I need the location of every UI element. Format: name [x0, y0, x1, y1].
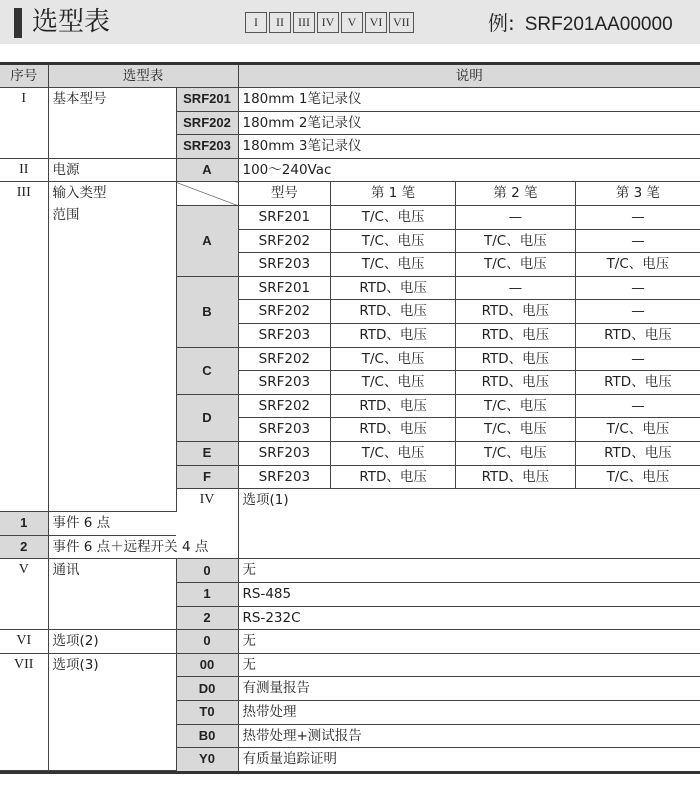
header-seq: 序号 — [0, 65, 48, 88]
input-group-cell — [238, 205, 700, 276]
sub-cell-pen3: T/C、电压 — [606, 468, 670, 485]
desc-cell: 无 — [238, 653, 700, 677]
sub-cell-pen1: T/C、电压 — [331, 206, 456, 229]
sub-row — [239, 277, 700, 300]
input-group-cell — [238, 394, 700, 441]
input-subtable — [239, 395, 700, 441]
input-group-cell — [238, 465, 700, 489]
sub-row — [239, 418, 700, 441]
code-cell: E — [176, 441, 238, 465]
selection-table-wrapper — [0, 62, 700, 774]
sub-cell-pen2: RTD、电压 — [455, 300, 575, 324]
example-code — [488, 10, 673, 38]
input-subheader-cell — [238, 182, 700, 206]
seq-cell: II — [0, 158, 48, 182]
code-cell: B0 — [176, 724, 238, 748]
table-row — [0, 88, 700, 112]
desc-cell: 180mm 2笔记录仪 — [238, 111, 700, 135]
sub-row — [239, 371, 700, 394]
code-cell: SRF203 — [176, 135, 238, 159]
name-cell: 选项(2) — [48, 630, 176, 654]
roman-box: I — [245, 12, 267, 33]
sub-cell-model: SRF202 — [239, 348, 331, 371]
roman-box: V — [341, 12, 363, 33]
roman-box: II — [269, 12, 291, 33]
sub-cell-pen1: RTD、电压 — [331, 466, 456, 489]
desc-cell: 无 — [238, 630, 700, 654]
desc-cell: 100～240Vac — [238, 158, 700, 182]
name-cell: 选项(1) — [238, 489, 700, 559]
name-cell — [48, 182, 176, 512]
code-cell: C — [176, 347, 238, 394]
code-cell: 2 — [0, 535, 48, 559]
desc-cell: RS-485 — [238, 582, 700, 606]
sub-cell-pen2: T/C、电压 — [455, 395, 575, 418]
sub-cell-model: SRF202 — [239, 300, 331, 324]
code-cell: 0 — [176, 630, 238, 654]
example-label: 例: — [488, 11, 515, 35]
sub-cell-model: SRF203 — [239, 323, 331, 346]
sub-cell-model: SRF203 — [239, 253, 331, 276]
sub-cell-pen2: RTD、电压 — [455, 348, 575, 371]
sub-cell-pen3: — — [575, 229, 700, 253]
sub-cell-model: SRF203 — [239, 442, 331, 465]
sub-cell-pen3: — — [575, 277, 700, 300]
sub-cell-model: SRF202 — [239, 395, 331, 418]
sub-cell-model: SRF202 — [239, 229, 331, 253]
sub-cell-pen2: T/C、电压 — [455, 442, 575, 465]
desc-cell: 热带处理 — [238, 700, 700, 724]
sub-cell-pen2: RTD、电压 — [455, 323, 575, 346]
sub-cell-pen3: T/C、电压 — [606, 421, 670, 438]
sub-cell-pen1: T/C、电压 — [331, 253, 456, 276]
sub-row — [239, 395, 700, 418]
code-cell: 1 — [176, 582, 238, 606]
sub-cell-pen1: T/C、电压 — [331, 442, 456, 465]
input-subtable — [239, 466, 700, 489]
name-cell: 基本型号 — [48, 88, 176, 159]
sub-cell-pen3: — — [575, 395, 700, 418]
code-cell: SRF202 — [176, 111, 238, 135]
header-desc: 说明 — [238, 65, 700, 88]
table-row — [0, 158, 700, 182]
roman-box: VI — [365, 12, 387, 33]
name-cell: 电源 — [48, 158, 176, 182]
sub-row — [239, 323, 700, 346]
sub-row — [239, 229, 700, 253]
desc-cell: 有测量报告 — [238, 677, 700, 701]
sub-cell-pen1: RTD、电压 — [331, 323, 456, 346]
roman-numeral-boxes — [245, 12, 414, 33]
code-cell: 00 — [176, 653, 238, 677]
input-group-cell — [238, 276, 700, 347]
desc-cell: 180mm 3笔记录仪 — [238, 135, 700, 159]
page-title: 选型表 — [32, 7, 111, 37]
code-cell: Y0 — [176, 748, 238, 771]
name-cell: 通讯 — [48, 559, 176, 630]
sub-row — [239, 466, 700, 489]
sub-cell-pen3: — — [575, 348, 700, 371]
selection-table — [0, 65, 700, 771]
code-cell: 1 — [0, 512, 48, 536]
input-group-cell — [238, 441, 700, 465]
seq-cell: IV — [176, 489, 238, 559]
code-cell: SRF201 — [176, 88, 238, 112]
sub-cell-pen1: RTD、电压 — [331, 277, 456, 300]
sub-cell-pen2: RTD、电压 — [455, 371, 575, 394]
roman-box: IV — [317, 12, 339, 33]
input-group-cell — [238, 347, 700, 394]
code-cell: D0 — [176, 677, 238, 701]
code-cell: A — [176, 158, 238, 182]
input-subtable — [239, 206, 700, 276]
table-row — [0, 182, 700, 206]
seq-cell: III — [0, 182, 48, 512]
code-cell: A — [176, 205, 238, 276]
code-cell: B — [176, 276, 238, 347]
sub-row — [239, 300, 700, 324]
desc-cell: 热带处理+测试报告 — [238, 724, 700, 748]
sub-cell-pen3: RTD、电压 — [604, 326, 672, 343]
sub-cell-pen2: T/C、电压 — [455, 418, 575, 441]
table-row — [0, 653, 700, 677]
header-select: 选型表 — [48, 65, 238, 88]
code-cell: D — [176, 394, 238, 441]
input-subtable-header — [239, 182, 700, 205]
roman-box: VII — [389, 12, 414, 33]
desc-cell: 事件 6 点＋远程开关 4 点 — [48, 535, 176, 559]
code-cell: 2 — [176, 606, 238, 630]
sub-cell-model: SRF203 — [239, 466, 331, 489]
sub-cell-pen1: T/C、电压 — [331, 348, 456, 371]
desc-cell: 无 — [238, 559, 700, 583]
sub-cell-pen2: T/C、电压 — [455, 229, 575, 253]
header-accent-bar — [14, 8, 22, 38]
input-subtable — [239, 442, 700, 465]
sub-cell-pen1: RTD、电压 — [331, 300, 456, 324]
sub-cell-pen2: — — [455, 277, 575, 300]
code-cell: T0 — [176, 700, 238, 724]
sub-cell-model: SRF201 — [239, 277, 331, 300]
sub-cell-pen3: T/C、电压 — [606, 256, 670, 273]
sub-cell-pen2: — — [455, 206, 575, 229]
code-cell: 0 — [176, 559, 238, 583]
sub-cell-pen1: RTD、电压 — [331, 395, 456, 418]
sub-cell-model: SRF201 — [239, 206, 331, 229]
sub-header-pen3: 第 3 笔 — [615, 185, 661, 202]
name-line: 输入类型 — [52, 185, 107, 202]
example-code-value: SRF201AA00000 — [524, 14, 673, 35]
sub-header-pen2: 第 2 笔 — [455, 182, 575, 205]
desc-cell: 180mm 1笔记录仪 — [238, 88, 700, 112]
code-cell: F — [176, 465, 238, 489]
sub-cell-pen3: RTD、电压 — [604, 444, 672, 461]
sub-cell-model: SRF203 — [239, 418, 331, 441]
sub-cell-pen3: — — [575, 300, 700, 324]
page-header — [0, 0, 700, 44]
sub-cell-pen1: T/C、电压 — [331, 229, 456, 253]
table-header-row — [0, 65, 700, 88]
sub-header-pen1: 第 1 笔 — [331, 182, 456, 205]
roman-box: III — [293, 12, 315, 33]
sub-cell-pen1: RTD、电压 — [331, 418, 456, 441]
desc-cell: 有质量追踪证明 — [242, 751, 337, 768]
input-subtable — [239, 277, 700, 347]
input-subtable — [239, 348, 700, 394]
sub-row — [239, 442, 700, 465]
sub-row — [239, 348, 700, 371]
name-line: 范围 — [52, 207, 80, 224]
sub-row — [239, 206, 700, 229]
table-row — [0, 630, 700, 654]
desc-cell: RS-232C — [238, 606, 700, 630]
sub-header-model: 型号 — [239, 182, 331, 205]
table-row — [0, 559, 700, 583]
sub-cell-pen1: T/C、电压 — [331, 371, 456, 394]
desc-cell: 事件 6 点 — [48, 512, 176, 536]
sub-cell-pen3: — — [575, 206, 700, 229]
sub-row — [239, 253, 700, 276]
diagonal-cell — [176, 182, 238, 206]
seq-cell: VI — [0, 630, 48, 654]
sub-cell-pen2: RTD、电压 — [455, 466, 575, 489]
seq-cell: V — [0, 559, 48, 630]
sub-cell-pen3: RTD、电压 — [604, 374, 672, 391]
sub-cell-model: SRF203 — [239, 371, 331, 394]
name-cell: 选项(3) — [48, 653, 176, 770]
seq-cell: VII — [0, 653, 48, 770]
seq-cell: I — [0, 88, 48, 159]
sub-cell-pen2: T/C、电压 — [455, 253, 575, 276]
